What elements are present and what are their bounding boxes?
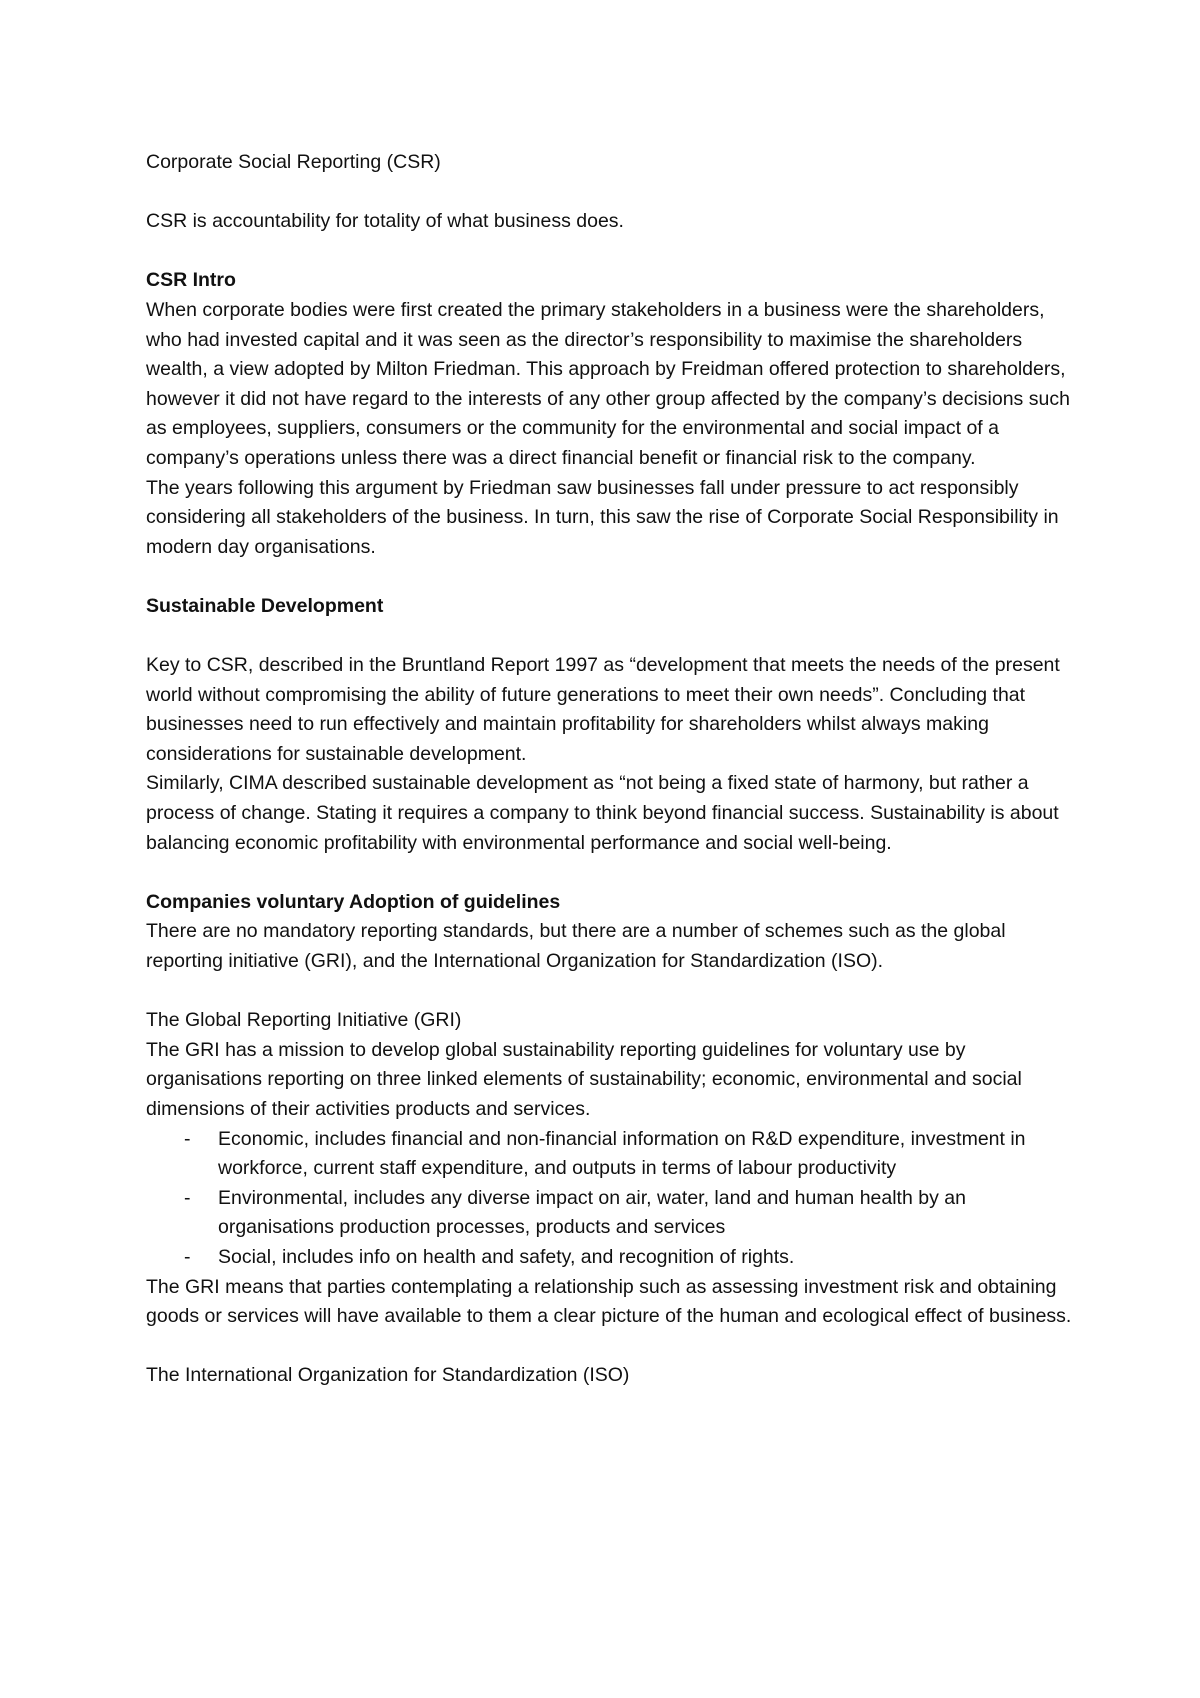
csr-intro-paragraph-1: When corporate bodies were first created the primary stakeholders in a business were the shareholders, who had invested capital and it was seen as the director’s responsibility to maximise the shareholders wealth, a view adopted by Milton Friedman. This approach by Freidman offered protection to shareholders, however it did not have regard to the interests of any other group affected by the company’s decisions such as employees, suppliers, consumers or the community for the environmental and social impact of a company’s operations unless there was a direct financial benefit or financial risk to the company.	[146, 298, 1070, 469]
gri-closing-paragraph: The GRI means that parties contemplating a relationship such as assessing investment risk and obtaining goods or services will have available to them a clear picture of the human and ecological effect of business.	[146, 1275, 1072, 1328]
sustainable-paragraph-1: Key to CSR, described in the Bruntland Report 1997 as “development that meets the needs of the present world without compromising the ability of future generations to meet their own needs”. Concluding that businesses need to run effectively and maintain profitability for shareholders whilst always making considerations for sustainable development.	[146, 654, 1060, 765]
gri-elements-list	[146, 1125, 1076, 1273]
gri-paragraph: The GRI has a mission to develop global sustainability reporting guidelines for voluntary use by organisations reporting on three linked elements of sustainability; economic, environmental and social dimensions of their activities products and services.	[146, 1038, 1022, 1120]
section-heading-iso: The International Organization for Standardization (ISO)	[146, 1364, 630, 1387]
spacer	[146, 977, 1076, 1007]
list-item-text: Economic, includes financial and non-financial information on R&D expenditure, investment in workforce, current staff expenditure, and outputs in terms of labour productivity	[218, 1127, 1026, 1180]
sustainable-paragraph-2: Similarly, CIMA described sustainable development as “not being a fixed state of harmony, but rather a process of change. Stating it requires a company to think beyond financial success. Sustainability is about balancing economic profitability with environmental performance and social well-being.	[146, 772, 1059, 854]
voluntary-paragraph: There are no mandatory reporting standards, but there are a number of schemes such as the global reporting initiative (GRI), and the International Organization for Standardization (ISO).	[146, 920, 1006, 973]
document-body	[146, 148, 1076, 1391]
section-heading-gri: The Global Reporting Initiative (GRI)	[146, 1009, 462, 1032]
spacer	[146, 562, 1076, 592]
csr-intro-paragraph-2: The years following this argument by Friedman saw businesses fall under pressure to act responsibly considering all stakeholders of the business. In turn, this saw the rise of Corporate Social Responsibility in modern day organisations.	[146, 476, 1059, 558]
spacer	[146, 237, 1076, 267]
list-item	[146, 1125, 1076, 1184]
section-heading-voluntary-adoption: Companies voluntary Adoption of guidelines	[146, 890, 561, 913]
spacer	[146, 1332, 1076, 1362]
list-dash-marker: -	[184, 1245, 191, 1268]
list-dash-marker: -	[184, 1186, 191, 1209]
section-heading-sustainable-development: Sustainable Development	[146, 594, 384, 617]
csr-definition: CSR is accountability for totality of what business does.	[146, 210, 624, 233]
list-item	[146, 1184, 1076, 1243]
section-heading-csr-intro: CSR Intro	[146, 269, 236, 292]
document-title: Corporate Social Reporting (CSR)	[146, 151, 441, 173]
list-dash-marker: -	[184, 1127, 191, 1150]
spacer	[146, 622, 1076, 652]
list-item	[146, 1243, 1076, 1273]
spacer	[146, 858, 1076, 888]
list-item-text: Environmental, includes any diverse impact on air, water, land and human health by an organisations production processes, products and services	[218, 1186, 966, 1239]
list-item-text: Social, includes info on health and safety, and recognition of rights.	[218, 1245, 795, 1268]
spacer	[146, 178, 1076, 208]
